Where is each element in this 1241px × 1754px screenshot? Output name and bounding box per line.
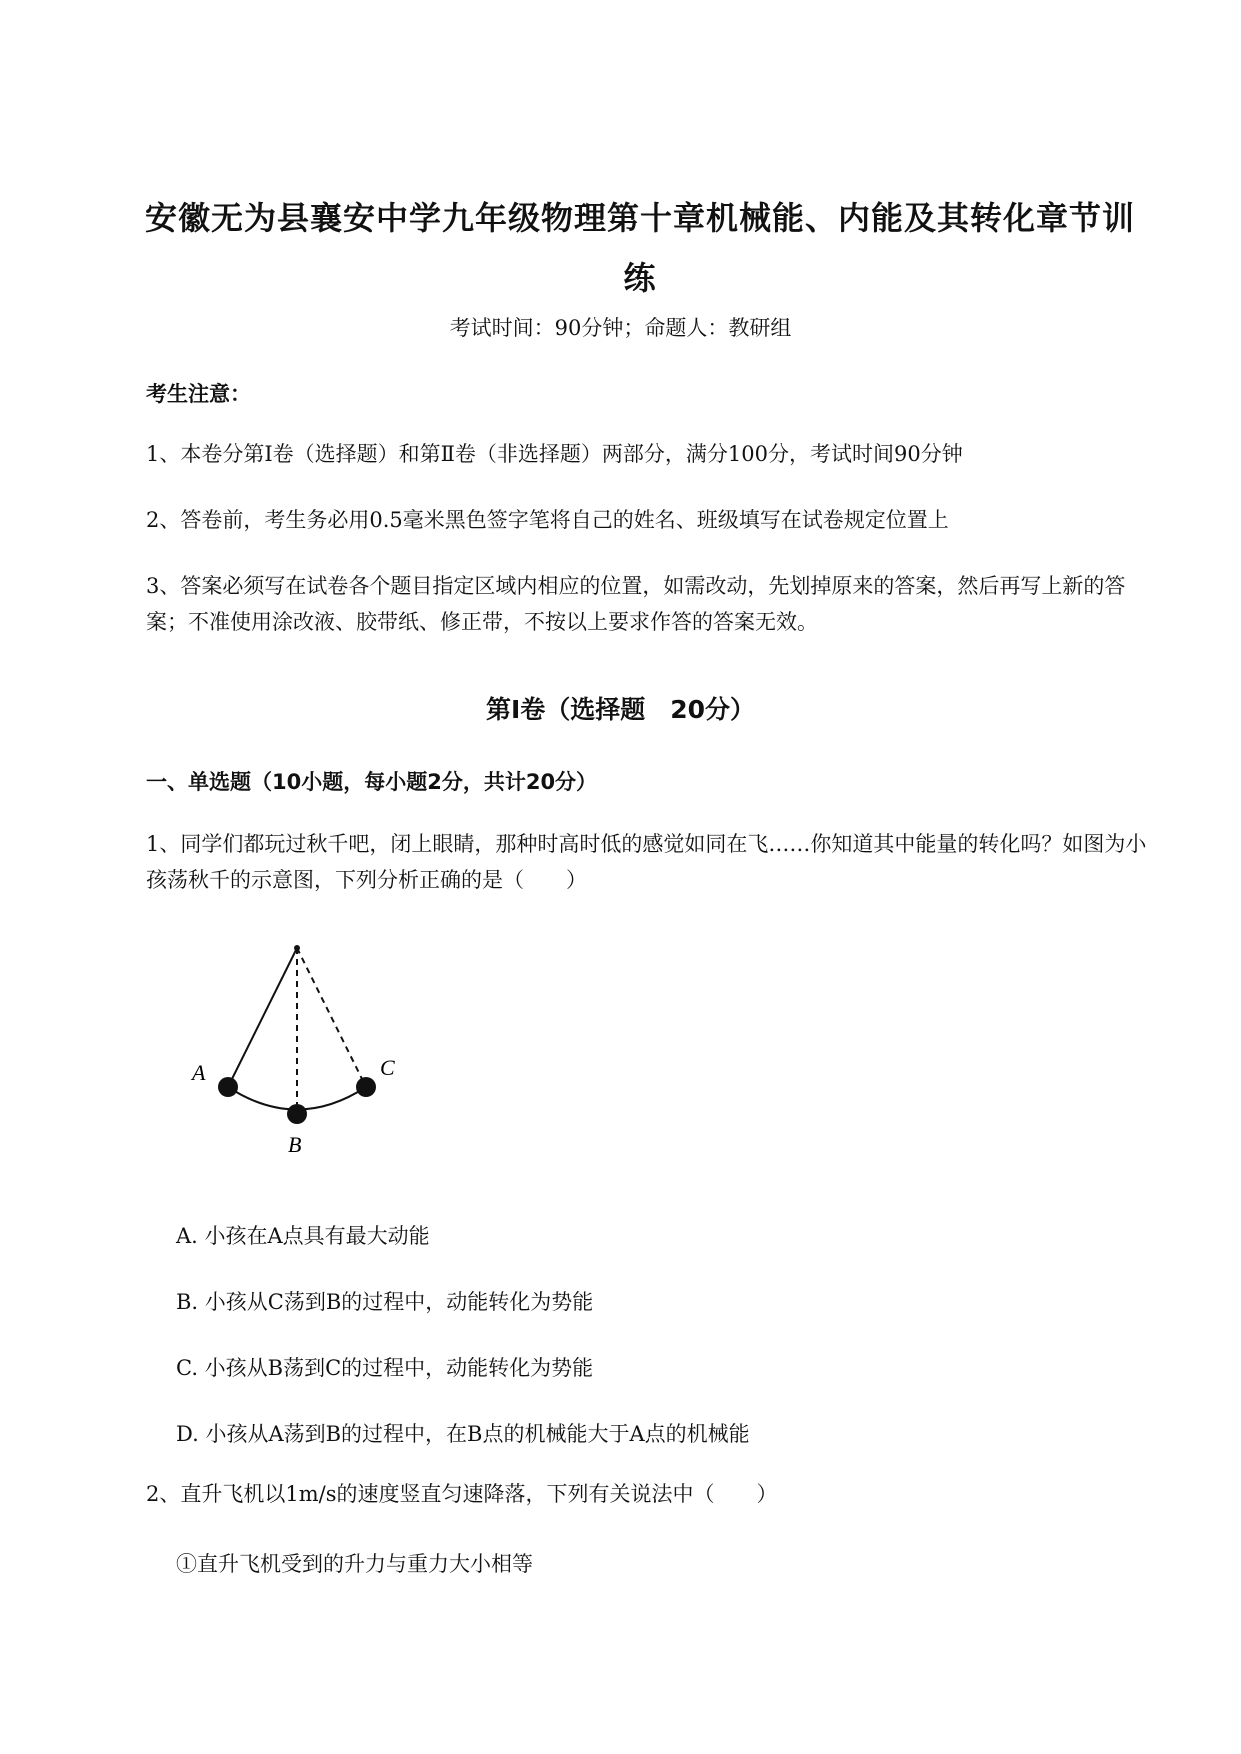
- notice-item-2: 2、答卷前，考生务必用0.5毫米黑色签字笔将自己的姓名、班级填写在试卷规定位置上: [146, 508, 949, 532]
- notice-item-3: 3、答案必须写在试卷各个题目指定区域内相应的位置，如需改动，先划掉原来的答案，然后再写上新的答案；不准使用涂改液、胶带纸、修正带，不按以上要求作答的答案无效。: [146, 574, 1126, 634]
- swing-rope-dashed-right: [297, 948, 366, 1087]
- question-1-option-d: D. 小孩从A荡到B的过程中，在B点的机械能大于A点的机械能: [176, 1422, 750, 1446]
- notice-item-1: 1、本卷分第Ⅰ卷（选择题）和第Ⅱ卷（非选择题）两部分，满分100分，考试时间90分钟: [146, 442, 963, 466]
- pivot-point: [294, 945, 300, 951]
- question-1-text: 1、同学们都玩过秋千吧，闭上眼睛，那种时高时低的感觉如同在飞……你知道其中能量的转化吗？如图为小孩荡秋千的示意图，下列分析正确的是（ ）: [146, 832, 1147, 892]
- notice-heading: 考生注意：: [146, 382, 251, 406]
- label-a: A: [192, 1060, 206, 1085]
- point-b: [287, 1104, 307, 1124]
- exam-title: 安徽无为县襄安中学九年级物理第十章机械能、内能及其转化章节训练: [144, 199, 1135, 297]
- section-title: 第Ⅰ卷（选择题 20分）: [485, 695, 756, 724]
- label-c: C: [380, 1055, 395, 1080]
- question-1-option-c: C. 小孩从B荡到C的过程中，动能转化为势能: [176, 1356, 594, 1380]
- question-2-statement-1: ①直升飞机受到的升力与重力大小相等: [176, 1552, 533, 1576]
- exam-subtitle: 考试时间：90分钟；命题人：教研组: [449, 316, 792, 340]
- swing-diagram: [180, 930, 420, 1160]
- point-c: [356, 1077, 376, 1097]
- swing-rope: [228, 948, 297, 1087]
- label-b: B: [288, 1132, 302, 1157]
- question-2-text: 2、直升飞机以1m/s的速度竖直匀速降落，下列有关说法中（ ）: [146, 1482, 778, 1506]
- part-heading: 一、单选题（10小题，每小题2分，共计20分）: [146, 770, 598, 794]
- question-1-option-b: B. 小孩从C荡到B的过程中，动能转化为势能: [176, 1290, 594, 1314]
- point-a: [218, 1077, 238, 1097]
- question-1-option-a: A. 小孩在A点具有最大动能: [176, 1224, 430, 1248]
